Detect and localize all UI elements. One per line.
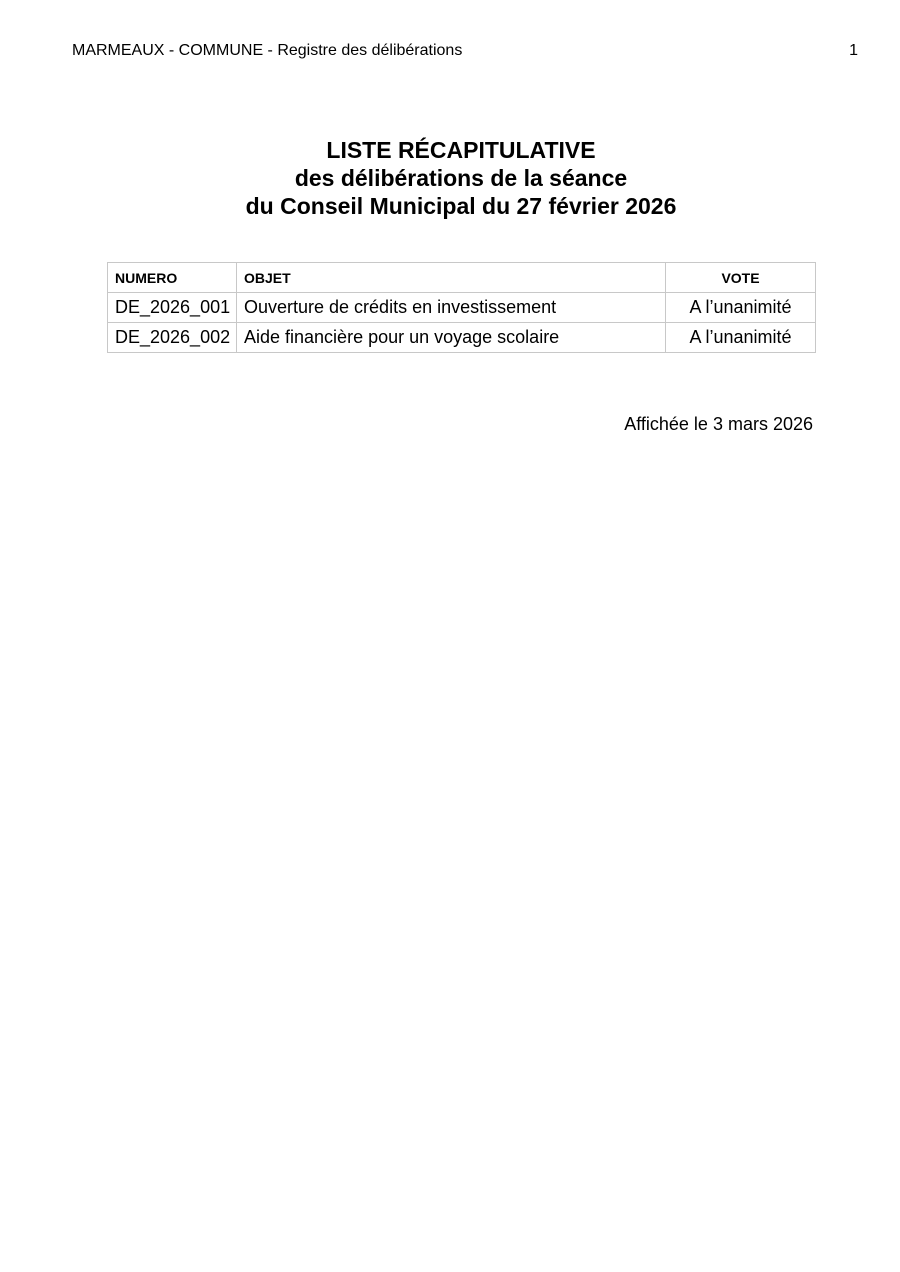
deliberation-number: DE_2026_002 [108, 323, 237, 353]
posting-date: Affichée le 3 mars 2026 [624, 414, 813, 434]
title-line-2: des délibérations de la séance [294, 165, 628, 191]
document-title [0, 136, 900, 220]
column-header-vote: VOTE [666, 263, 816, 293]
page-header [72, 42, 858, 64]
deliberation-subject: Aide financière pour un voyage scolaire [237, 323, 666, 353]
title-line-3: du Conseil Municipal du 27 février 2026 [245, 193, 677, 219]
table-row [108, 323, 816, 353]
title-line-1: LISTE RÉCAPITULATIVE [326, 137, 596, 163]
table-header-row [108, 263, 816, 293]
deliberation-vote: A l’unanimité [666, 293, 816, 323]
column-header-objet: OBJET [237, 263, 666, 293]
deliberation-subject: Ouverture de crédits en investissement [237, 293, 666, 323]
page-number: 1 [849, 42, 858, 59]
register-title: MARMEAUX - COMMUNE - Registre des délibérations [72, 42, 463, 59]
table-row [108, 293, 816, 323]
deliberation-vote: A l’unanimité [666, 323, 816, 353]
column-header-numero: NUMERO [108, 263, 237, 293]
deliberations-table [107, 262, 816, 353]
deliberation-number: DE_2026_001 [108, 293, 237, 323]
